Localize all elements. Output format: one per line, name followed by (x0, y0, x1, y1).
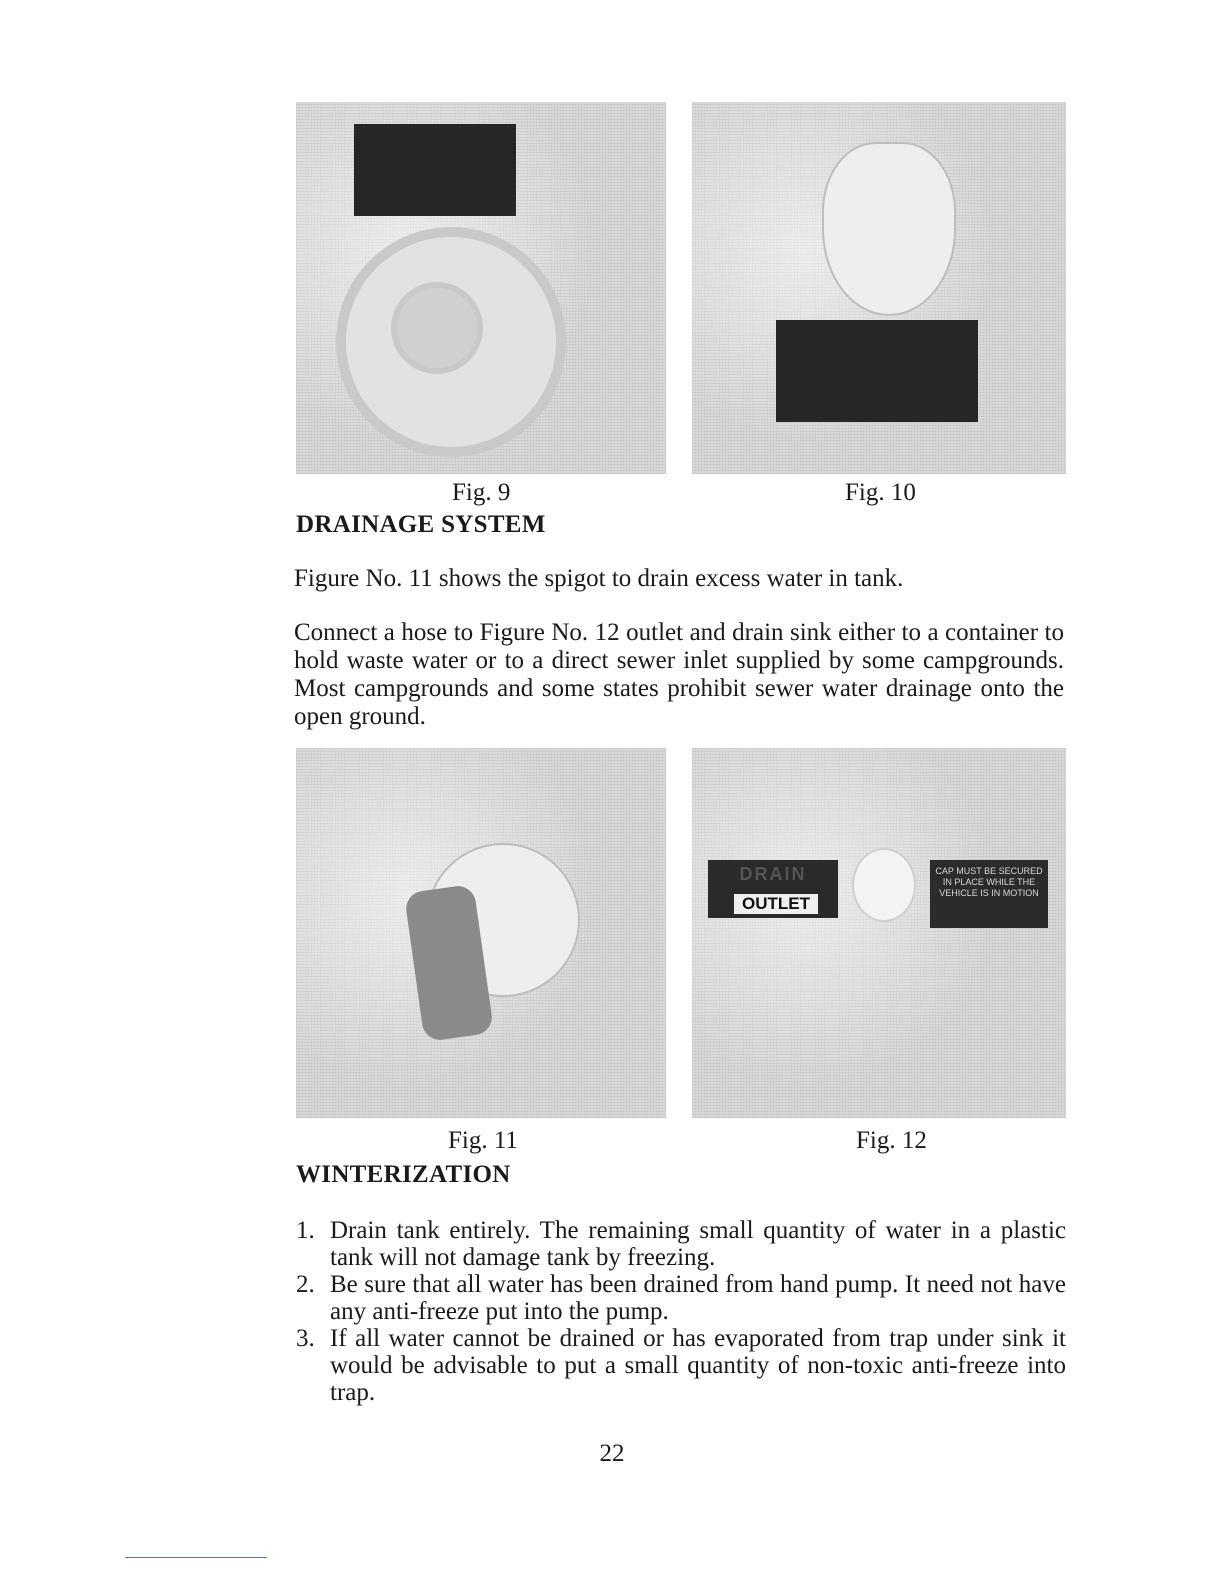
drain-label-text: DRAIN (739, 864, 807, 884)
figure-10-photo (692, 102, 1066, 474)
page-number: 22 (599, 1440, 625, 1467)
list-item (296, 1271, 1066, 1325)
winterization-list (296, 1217, 1066, 1406)
drainage-heading: DRAINAGE SYSTEM (296, 511, 546, 538)
fig-11-caption: Fig. 11 (448, 1127, 518, 1154)
winterization-heading: WINTERIZATION (296, 1161, 511, 1188)
list-item-number: 1. (296, 1217, 315, 1244)
footer-rule (125, 1557, 267, 1558)
outlet-label-text: OUTLET (734, 894, 818, 914)
drain-outlet-label (708, 860, 838, 918)
list-item-text: Be sure that all water has been drained from hand pump. It need not have any anti-freeze put into the pump. (330, 1271, 1066, 1325)
list-item (296, 1325, 1066, 1406)
list-item-text: Drain tank entirely. The remaining small quantity of water in a plastic tank will not damage tank by freezing. (330, 1217, 1066, 1271)
figure-11-photo (296, 748, 666, 1118)
drainage-paragraph-2: Connect a hose to Figure No. 12 outlet and drain sink either to a container to hold waste water or to a direct sewer inlet supplied by some campgrounds. Most campgrounds and some states prohibit sewer water drainage onto the open ground. (294, 619, 1064, 730)
redacted-block (354, 124, 516, 216)
list-item-number: 3. (296, 1325, 315, 1352)
drain-cap (852, 848, 916, 922)
list-item-text: If all water cannot be drained or has evaporated from trap under sink it would be advisable to put a small quantity of non-toxic anti-freeze into trap. (330, 1325, 1066, 1406)
cap-warning-label: CAP MUST BE SECURED IN PLACE WHILE THE VEHICLE IS IN MOTION (930, 860, 1048, 928)
list-item (296, 1217, 1066, 1271)
fig-12-caption: Fig. 12 (856, 1127, 927, 1154)
fig-10-caption: Fig. 10 (845, 479, 916, 506)
fig-9-caption: Fig. 9 (452, 479, 511, 506)
figure-9-photo (296, 102, 666, 474)
pump-body (822, 142, 956, 316)
fill-cap-center (391, 282, 483, 374)
list-item-number: 2. (296, 1271, 315, 1298)
drainage-paragraph-1: Figure No. 11 shows the spigot to drain excess water in tank. (294, 565, 904, 592)
redacted-block (776, 320, 978, 422)
figure-12-photo (692, 748, 1066, 1118)
